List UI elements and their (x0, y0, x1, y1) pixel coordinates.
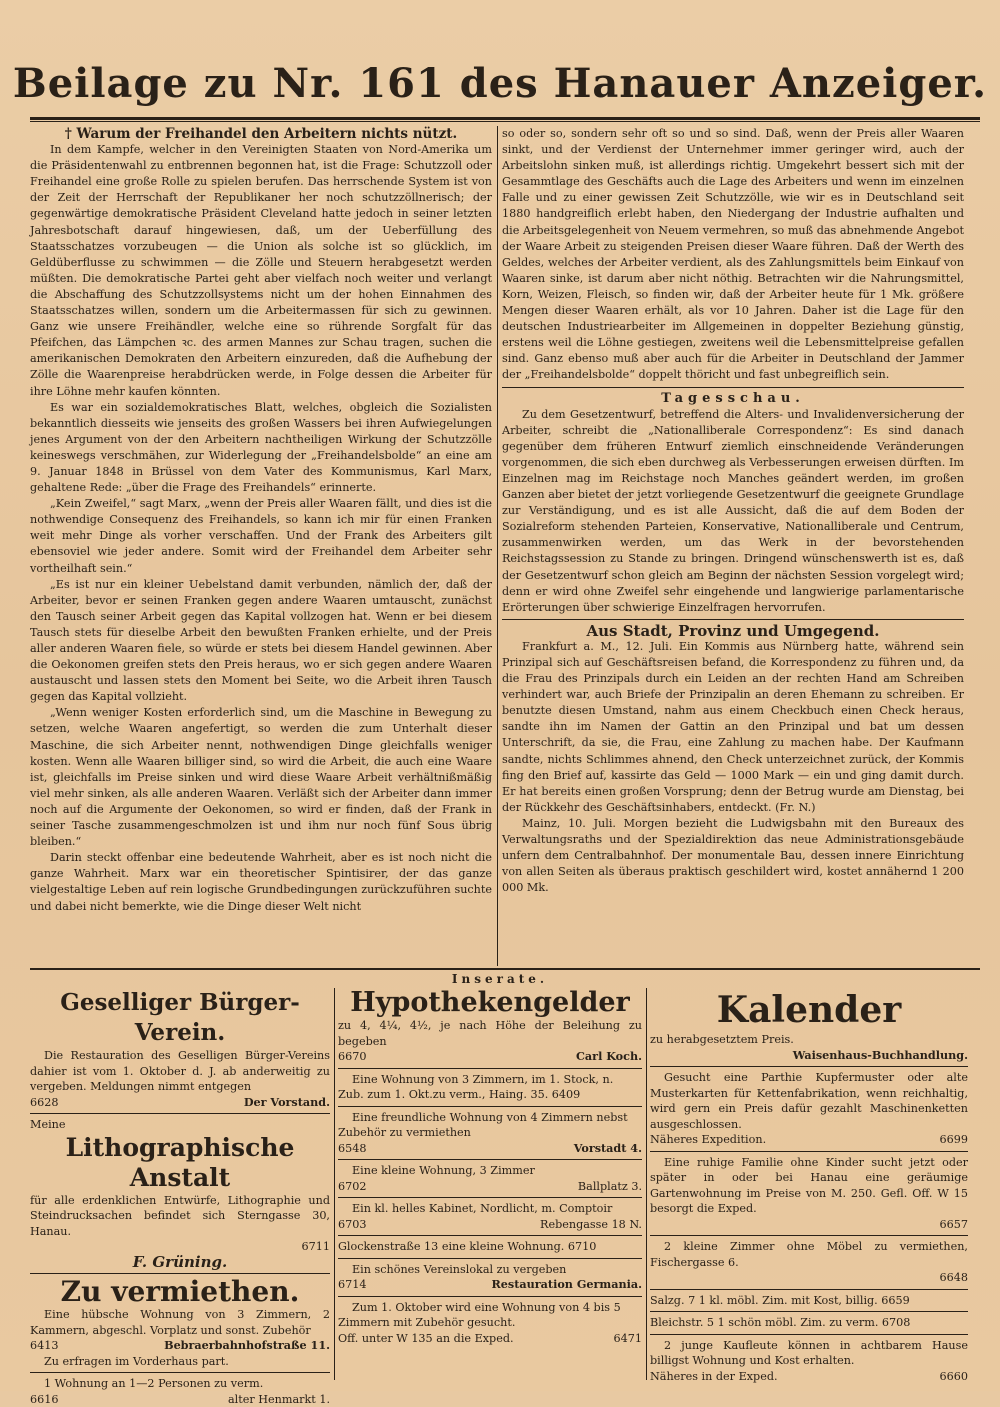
ad-title: Hypothekengelder (338, 988, 642, 1018)
ad-number: 6648 (940, 1270, 968, 1286)
separator (650, 1151, 968, 1152)
paragraph: „Es ist nur ein kleiner Uebelstand damit verbunden, nämlich der, daß der Arbeiter, bevor er seinen Franken gegen andere Waaren umtauscht, zunächst den Tausch seiner Arbeit gegen das Kapital vollzogen hat. Wenn er bei diesem Tausch stets für dieselbe Arbeit den bewußten Franken erhielte, und der Preis aller anderen Waaren fiele, so würde er stets bei diesem Handel gewinnen. Aber die Oekonomen greifen stets den Preis heraus, wo er sich gegen andere Waaren austauscht und lassen stets den Moment bei Seite, wo die Arbeit ihren Tausch gegen das Kapital vollzieht. (30, 577, 492, 706)
ad-number: 6670 (338, 1049, 366, 1065)
ad-footer (338, 1331, 642, 1347)
ad-text: Bleichstr. 5 1 schön möbl. Zim. zu verm. 6708 (650, 1315, 968, 1331)
separator (502, 619, 964, 620)
ad-reference: Näheres Expedition. (650, 1132, 766, 1148)
ad-text: für alle erdenklichen Entwürfe, Lithographie und Steindrucksachen befindet sich Sterngasse 30, Hanau. (30, 1193, 330, 1240)
paragraph: so oder so, sondern sehr oft so und so sind. Daß, wenn der Preis aller Waaren sinkt, und der Verdienst der Unternehmer immer geringer wird, auch der Arbeitslohn sinken muß, ist allerdings richtig. Umgekehrt bessert sich mit der Gesammtlage des Geschäfts auch die Lage des Arbeiters und wenn im einzelnen Falle und zu einer gewissen Zeit Schutzzölle, wie wir es in Deutschland seit 1880 handgreiflich erlebt haben, den Niedergang der Industrie aufhalten und die Arbeitsgelegenheit von Neuem vermehren, so muß das abnehmende Angebot der Waare Arbeit zu steigenden Preisen dieser Waare führen. Daß der Werth des Geldes, welches der Arbeiter verdient, als des Zahlungsmittels beim Einkauf von Waaren sinke, ist darum aber nicht nöthig. Betrachten wir die Nahrungsmittel, Korn, Weizen, Fleisch, so finden wir, daß der Arbeiter heute für 1 Mk. größere Mengen dieser Waaren erhält, als vor 10 Jahren. Daher ist die Lage für den deutschen Industriearbeiter im Allgemeinen in doppelter Beziehung günstig, erstens weil die Löhne gestiegen, zweitens weil die Lebensmittelpreise gefallen sind. Ganz ebenso muß aber auch für die Arbeiter in Deutschland der Jammer der „Freihandelsbolde“ doppelt thöricht und fast unbegreiflich sein. (502, 126, 964, 384)
title-rule-thin (30, 121, 980, 122)
separator (650, 1311, 968, 1312)
paragraph: Darin steckt offenbar eine bedeutende Wahrheit, aber es ist noch nicht die ganze Wahrheit. Marx war ein theoretischer Spintisirer, der das ganze vielgestaltige Leben auf rein logische Grundbedingungen zurückzuführen suchte und dabei nicht bemerkte, wie die Dinge dieser Welt nicht (30, 850, 492, 914)
ad-text: Glockenstraße 13 eine kleine Wohnung. 6710 (338, 1239, 642, 1255)
ad-title: Zu vermiethen. (30, 1277, 330, 1307)
ad-text: Die Restauration des Geselligen Bürger-Vereins dahier ist vom 1. Oktober d. J. ab anderweitig zu vergeben. Meldungen nimmt entgegen (30, 1048, 330, 1095)
ad-text: Zum 1. Oktober wird eine Wohnung von 4 bis 5 Zimmern mit Zubehör gesucht. (338, 1300, 642, 1331)
ad-text: Eine freundliche Wohnung von 4 Zimmern nebst Zubehör zu vermiethen (338, 1110, 642, 1141)
ad-number: 6714 (338, 1277, 366, 1293)
separator (338, 1068, 642, 1069)
ad-text: Eine ruhige Familie ohne Kinder sucht jetzt oder später in oder bei Hanau eine geräumige Gartenwohnung im Preise von M. 250. Gefl. Off. W 15 besorgt die Exped. (650, 1155, 968, 1217)
ad-footer (338, 1049, 642, 1065)
separator (338, 1197, 642, 1198)
ad-signature: Restauration Germania. (492, 1277, 643, 1293)
ad-number: 6471 (614, 1331, 642, 1347)
ad-address: Rebengasse 18 N. (540, 1217, 642, 1233)
separator (502, 387, 964, 388)
ads-mid-column (338, 988, 642, 1380)
ad-title: Lithographische Anstalt (30, 1133, 330, 1193)
separator (338, 1296, 642, 1297)
ad-number: 6660 (940, 1369, 968, 1385)
ad-number: 6628 (30, 1095, 58, 1111)
ad-reference: Näheres in der Exped. (650, 1369, 778, 1385)
column-divider (497, 126, 498, 966)
separator (650, 1334, 968, 1335)
section-heading-tagesschau: Tagesschau. (502, 391, 964, 407)
ad-address: Bebraerbahnhofstraße 11. (164, 1338, 330, 1354)
paragraph: „Kein Zweifel,“ sagt Marx, „wenn der Preis aller Waaren fällt, und dies ist die nothwendige Consequenz des Freihandels, so kann ich mir für einen Franken weit mehr Dinge als vorher verschaffen. Und der Frank des Arbeiters gilt ebensoviel wie jeder andere. Somit wird der Freihandel dem Arbeiter sehr vortheilhaft sein.“ (30, 496, 492, 576)
ad-signature: F. Grüning. (30, 1255, 330, 1271)
ad-number: 6616 (30, 1392, 58, 1407)
ad-signature: Waisenhaus-Buchhandlung. (650, 1048, 968, 1064)
section-heading-local: Aus Stadt, Provinz und Umgegend. (502, 623, 964, 639)
ad-number: 6548 (338, 1141, 366, 1157)
ad-footer (338, 1277, 642, 1293)
separator (650, 1066, 968, 1067)
ad-address: alter Henmarkt 1. (228, 1392, 330, 1407)
inserate-rule (30, 968, 980, 970)
article-heading: † Warum der Freihandel den Arbeitern nichts nützt. (30, 126, 492, 142)
ad-text: Eine kleine Wohnung, 3 Zimmer (338, 1163, 642, 1179)
ad-signature: Der Vorstand. (244, 1095, 330, 1111)
ad-text: Salzg. 7 1 kl. möbl. Zim. mit Kost, billig. 6659 (650, 1293, 968, 1309)
separator (30, 1113, 330, 1114)
separator (338, 1106, 642, 1107)
ad-text: Ein kl. helles Kabinet, Nordlicht, m. Comptoir (338, 1201, 642, 1217)
ads-right-column (650, 988, 968, 1380)
ads-left-column (30, 988, 330, 1380)
ad-address: Ballplatz 3. (578, 1179, 642, 1195)
ad-text: Eine hübsche Wohnung von 3 Zimmern, 2 Kammern, abgeschl. Vorplatz und sonst. Zubehör (30, 1307, 330, 1338)
column-divider (334, 988, 335, 1380)
article-right (502, 126, 964, 966)
ad-footer (650, 1270, 968, 1286)
ad-text: 2 junge Kaufleute können in achtbarem Hause billigst Wohnung und Kost erhalten. (650, 1338, 968, 1369)
inserate-heading: Inserate. (400, 972, 600, 986)
separator (338, 1235, 642, 1236)
ad-pretext: Meine (30, 1117, 330, 1133)
ad-text: Eine Wohnung von 3 Zimmern, im 1. Stock, n. Zub. zum 1. Okt.zu verm., Haing. 35. 6409 (338, 1072, 642, 1103)
separator (30, 1273, 330, 1274)
paragraph: Es war ein sozialdemokratisches Blatt, welches, obgleich die Sozialisten bekanntlich diesseits wie jenseits des großen Wassers bei ihren Aufwiegelungen jenes Argument von der den Arbeitern nachtheiligen Wirkung der Schutzzölle keineswegs verschmähen, zur Widerlegung der „Freihandelsbolde“ an eine am 9. Januar 1848 in Brüssel von dem Vater des Kommunismus, Karl Marx, gehaltene Rede: „über die Frage des Freihandels“ erinnerte. (30, 400, 492, 497)
ad-footer (650, 1217, 968, 1233)
separator (338, 1159, 642, 1160)
ad-text: 1 Wohnung an 1—2 Personen zu verm. (30, 1376, 330, 1392)
ad-number: 6702 (338, 1179, 366, 1195)
ad-offer: Off. unter W 135 an die Exped. (338, 1331, 514, 1347)
ad-footer (30, 1338, 330, 1354)
ad-number: 6711 (302, 1239, 330, 1255)
ad-footer (650, 1132, 968, 1148)
paragraph: „Wenn weniger Kosten erforderlich sind, um die Maschine in Bewegung zu setzen, welche Waaren angefertigt, so werden die zum Unterhalt dieser Maschine, die sich Arbeiter nennt, nothwendigen Dinge gleichfalls weniger kosten. Wenn alle Waaren billiger sind, so wird die Arbeit, die auch eine Waare ist, gleichfalls im Preise sinken und wird diese Waare Arbeit verhältnißmäßig viel mehr sinken, als alle anderen Waaren. Verläßt sich der Arbeiter dann immer noch auf die Argumente der Oekonomen, so wird er finden, daß der Frank in seiner Tasche zusammengeschmolzen ist und ihm nur noch fünf Sous übrig bleiben.“ (30, 705, 492, 850)
column-divider (646, 988, 647, 1380)
page-title: Beilage zu Nr. 161 des Hanauer Anzeiger. (0, 60, 1000, 107)
ad-footer (30, 1392, 330, 1407)
ad-text: zu 4, 4¼, 4½, je nach Höhe der Beleihung zu begeben (338, 1018, 642, 1049)
separator (338, 1258, 642, 1259)
title-rule (30, 117, 980, 120)
ad-number: 6699 (940, 1132, 968, 1148)
separator (650, 1289, 968, 1290)
ad-address: Vorstadt 4. (574, 1141, 642, 1157)
ad-signature: Carl Koch. (576, 1049, 642, 1065)
paragraph: Frankfurt a. M., 12. Juli. Ein Kommis aus Nürnberg hatte, während sein Prinzipal sich auf Geschäftsreisen befand, die Korrespondenz zu führen und, da die Frau des Prinzipals durch ein Leiden an der rechten Hand am Schreiben verhindert war, auch Briefe der Prinzipalin an deren Ehemann zu schreiben. Er benutzte diesen Umstand, nahm aus einem Checkbuch einen Check heraus, sandte ihn im Namen der Gattin an den Prinzipal und bat um dessen Unterschrift, da sie, die Frau, eine Zahlung zu machen habe. Der Kaufmann sandte, nichts Schlimmes ahnend, den Check unterzeichnet zurück, der Kommis fing den Brief auf, kassirte das Geld — 1000 Mark — ein und ging damit durch. Er hat bereits einen großen Vorsprung; denn der Betrug wurde am Dienstag, bei der Rückkehr des Geschäftsinhabers, entdeckt. (Fr. N.) (502, 639, 964, 816)
ad-footer (338, 1179, 642, 1195)
paragraph: Mainz, 10. Juli. Morgen bezieht die Ludwigsbahn mit den Bureaux des Verwaltungsraths und der Spezialdirektion das neue Administrationsgebäude unfern dem Centralbahnhof. Der monumentale Bau, dessen innere Einrichtung von allen Seiten als überaus praktisch geschildert wird, kostet annähernd 1 200 000 Mk. (502, 816, 964, 896)
ad-text: zu herabgesetztem Preis. (650, 1032, 968, 1048)
ad-footer (30, 1095, 330, 1111)
ad-footer (338, 1141, 642, 1157)
ad-text: Ein schönes Vereinslokal zu vergeben (338, 1262, 642, 1278)
ad-note: Zu erfragen im Vorderhaus part. (30, 1354, 330, 1370)
ad-footer (338, 1217, 642, 1233)
article-left (30, 126, 492, 966)
separator (30, 1372, 330, 1373)
ad-title: Geselliger Bürger-Verein. (30, 988, 330, 1048)
paragraph: Zu dem Gesetzentwurf, betreffend die Alters- und Invalidenversicherung der Arbeiter, schreibt die „Nationalliberale Correspondenz“: Es sind danach gegenüber dem früheren Entwurf ziemlich einschneidende Veränderungen vorgenommen, die sich eben durchweg als Verbesserungen erweisen dürften. Im Einzelnen mag im Reichstage noch Manches geändert werden, im großen Ganzen aber bietet der jetzt vorliegende Gesetzentwurf die geeignete Grundlage zur Verständigung, und es ist alle Aussicht, daß die auf dem Boden der Sozialreform stehenden Parteien, Konservative, Nationalliberale und Centrum, zusammenwirken werden, um das Werk in der bevorstehenden Reichstagssession zu Stande zu bringen. Dringend wünschenswerth ist es, daß der Gesetzentwurf schon gleich am Beginn der nächsten Session vorgelegt wird; denn er wird ohne Zweifel sehr eingehende und langwierige parlamentarische Erörterungen über schwierige Einzelfragen hervorrufen. (502, 407, 964, 616)
ad-number: 6413 (30, 1338, 58, 1354)
ad-title: Kalender (650, 988, 968, 1032)
ad-text: Gesucht eine Parthie Kupfermuster oder alte Musterkarten für Kettenfabrikation, wenn reichhaltig, wird gern ein Preis dafür gezahlt Maschinenketten ausgeschlossen. (650, 1070, 968, 1132)
ad-number: 6657 (940, 1217, 968, 1233)
paragraph: In dem Kampfe, welcher in den Vereinigten Staaten von Nord-Amerika um die Präsidentenwahl zu entbrennen begonnen hat, ist die Frage: Schutzzoll oder Freihandel eine große Rolle zu spielen berufen. Das herrschende System ist von der Zeit der Herrschaft der Republikaner her noch schutzzöllnerisch; der gegenwärtige demokratische Präsident Cleveland hatte jedoch in seiner letzten Jahresbotschaft darauf hingewiesen, daß, um der Ueberfüllung des Staatsschatzes vorzubeugen — die Union als solche ist so glücklich, im Geldüberflusse zu schwimmen — die Zölle und Steuern herabgesetzt werden müßten. Die demokratische Partei geht aber vielfach noch weiter und verlangt die Abschaffung des Schutzzollsystems nicht um der hohen Einnahmen des Staatsschatzes willen, sondern um die Arbeitermassen für sich zu gewinnen. Ganz wie unsere Freihändler, welche eine so rührende Sorgfalt für das Pfeifchen, das Lämpchen ꝛc. des armen Mannes zur Schau tragen, suchen die amerikanischen Demokraten den Arbeitern einzureden, daß die Aufhebung der Zölle die Waarenpreise herabdrücken werde, in Folge dessen die Arbeiter für ihre Löhne mehr kaufen könnten. (30, 142, 492, 400)
ad-footer (650, 1369, 968, 1385)
ad-number: 6703 (338, 1217, 366, 1233)
separator (650, 1235, 968, 1236)
ad-text: 2 kleine Zimmer ohne Möbel zu vermiethen, Fischergasse 6. (650, 1239, 968, 1270)
